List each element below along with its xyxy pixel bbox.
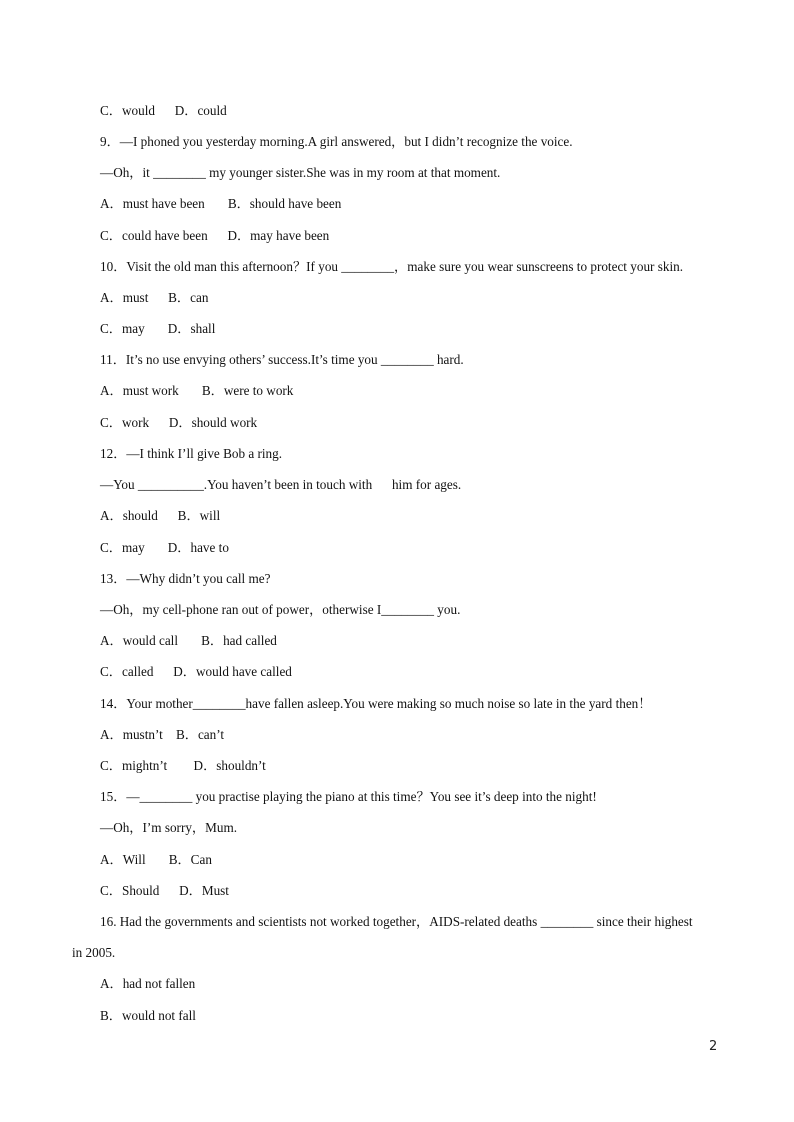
q14-options-ab: A．mustn’t B．can’t bbox=[100, 727, 225, 742]
q14-prompt: 14．Your mother________have fallen asleep.You were making so much noise so late in the yard then！ bbox=[100, 696, 652, 711]
q9-reply: —Oh，it ________ my younger sister.She was in my room at that moment. bbox=[100, 165, 501, 180]
q9-options-cd: C．could have been D．may have been bbox=[100, 228, 330, 243]
q11-options-cd: C．work D．should work bbox=[100, 415, 258, 430]
q10-options-ab: A．must B．can bbox=[100, 290, 209, 305]
q10-prompt: 10．Visit the old man this afternoon？If you ________，make sure you wear sunscreens to protect your skin. bbox=[100, 259, 684, 274]
page-number: 2 bbox=[709, 1039, 718, 1054]
q13-options-cd: C．called D．would have called bbox=[100, 664, 292, 679]
q9-prompt: 9．—I phoned you yesterday morning.A girl answered，but I didn’t recognize the voice. bbox=[100, 134, 573, 149]
q11-options-ab: A．must work B．were to work bbox=[100, 383, 294, 398]
q12-reply: —You __________.You haven’t been in touch with him for ages. bbox=[100, 477, 462, 492]
q10-options-cd: C．may D．shall bbox=[100, 321, 216, 336]
q12-options-cd: C．may D．have to bbox=[100, 540, 229, 555]
q11-prompt: 11．It’s no use envying others’ success.It’s time you ________ hard. bbox=[100, 352, 464, 367]
q13-options-ab: A．would call B．had called bbox=[100, 633, 277, 648]
q14-options-cd: C．mightn’t D．shouldn’t bbox=[100, 758, 266, 773]
q15-options-cd: C．Should D．Must bbox=[100, 883, 229, 898]
q16-prompt-continued: in 2005. bbox=[72, 945, 116, 960]
q8-options-cd: C．would D．could bbox=[100, 103, 227, 118]
q12-prompt: 12．—I think I’ll give Bob a ring. bbox=[100, 446, 283, 461]
q13-reply: —Oh，my cell-phone ran out of power，otherwise I________ you. bbox=[100, 602, 461, 617]
q16-option-a: A．had not fallen bbox=[100, 976, 196, 991]
q9-options-ab: A．must have been B．should have been bbox=[100, 196, 342, 211]
q15-reply: —Oh，I’m sorry，Mum. bbox=[100, 820, 237, 835]
q12-options-ab: A．should B．will bbox=[100, 508, 221, 523]
q15-options-ab: A．Will B．Can bbox=[100, 852, 212, 867]
q15-prompt: 15．—________ you practise playing the piano at this time？You see it’s deep into the night! bbox=[100, 789, 597, 804]
q16-prompt: 16. Had the governments and scientists not worked together，AIDS-related deaths ________ since their highest bbox=[100, 914, 693, 929]
q13-prompt: 13．—Why didn’t you call me? bbox=[100, 571, 271, 586]
q16-option-b: B．would not fall bbox=[100, 1008, 196, 1023]
